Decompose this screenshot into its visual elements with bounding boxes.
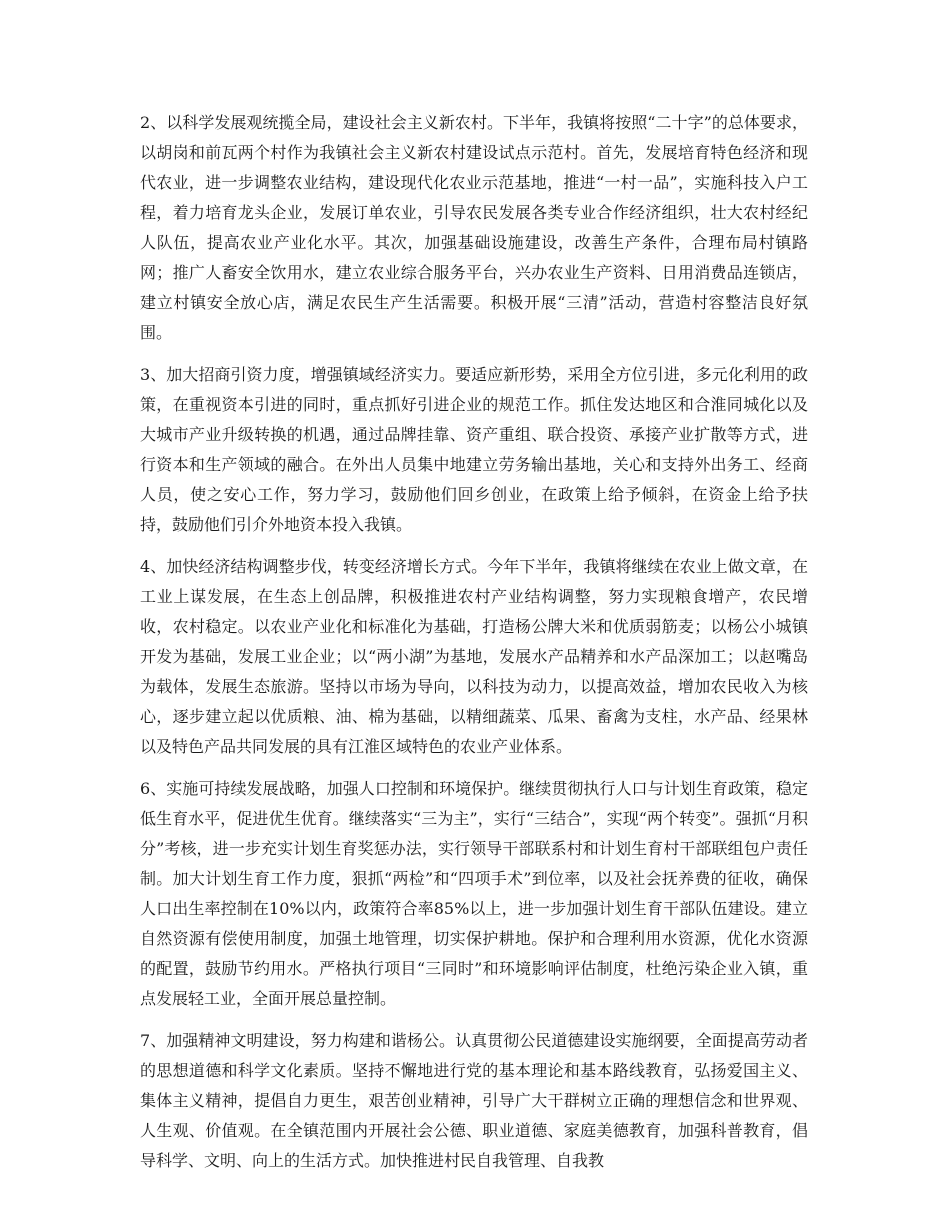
paragraph-2: 2、以科学发展观统揽全局，建设社会主义新农村。下半年，我镇将按照“二十字”的总体要求，以胡岗和前瓦两个村作为我镇社会主义新农村建设试点示范村。首先，发展培育特色经济和现代农业，进一步调整农业结构，建设现代化农业示范基地，推进“一村一品”，实施科技入户工程，着力培育龙头企业，发展订单农业，引导农民发展各类专业合作经济组织，壮大农村经纪人队伍，提高农业产业化水平。其次，加强基础设施建设，改善生产条件，合理布局村镇路网；推广人畜安全饮用水，建立农业综合服务平台，兴办农业生产资料、日用消费品连锁店，建立村镇安全放心店，满足农民生产生活需要。积极开展“三清”活动，营造村容整洁良好氛围。 xyxy=(140,113,808,342)
paragraph-6: 6、实施可持续发展战略，加强人口控制和环境保护。继续贯彻执行人口与计划生育政策，稳定低生育水平，促进优生优育。继续落实“三为主”，实行“三结合”，实现“两个转变”。强抓“月积分”考核，进一步充实计划生育奖惩办法，实行领导干部联系村和计划生育村干部联组包户责任制。加大计划生育工作力度，狠抓“两检”和“四项手术”到位率，以及社会抚养费的征收，确保人口出生率控制在10%以内，政策符合率85%以上，进一步加强计划生育干部队伍建设。建立自然资源有偿使用制度，加强土地管理，切实保护耕地。保护和合理利用水资源，优化水资源的配置，鼓励节约用水。严格执行项目“三同时”和环境影响评估制度，杜绝污染企业入镇，重点发展轻工业，全面开展总量控制。 xyxy=(140,779,808,1008)
document-body xyxy=(140,108,808,1188)
paragraph-7: 7、加强精神文明建设，努力构建和谐杨公。认真贯彻公民道德建设实施纲要，全面提高劳动者的思想道德和科学文化素质。坚持不懈地进行党的基本理论和基本路线教育，弘扬爱国主义、集体主义精神，提倡自力更生，艰苦创业精神，引导广大干群树立正确的理想信念和世界观、人生观、价值观。在全镇范围内开展社会公德、职业道德、家庭美德教育，加强科普教育，倡导科学、文明、向上的生活方式。加快推进村民自我管理、自我教 xyxy=(140,1031,808,1170)
paragraph-3: 3、加大招商引资力度，增强镇域经济实力。要适应新形势，采用全方位引进，多元化利用的政策，在重视资本引进的同时，重点抓好引进企业的规范工作。抓住发达地区和合淮同城化以及大城市产业升级转换的机遇，通过品牌挂靠、资产重组、联合投资、承接产业扩散等方式，进行资本和生产领域的融合。在外出人员集中地建立劳务输出基地，关心和支持外出务工、经商人员，使之安心工作，努力学习，鼓励他们回乡创业，在政策上给予倾斜，在资金上给予扶持，鼓励他们引介外地资本投入我镇。 xyxy=(140,365,808,534)
paragraph-4: 4、加快经济结构调整步伐，转变经济增长方式。今年下半年，我镇将继续在农业上做文章，在工业上谋发展，在生态上创品牌，积极推进农村产业结构调整，努力实现粮食增产，农民增收，农村稳定。以农业产业化和标准化为基础，打造杨公牌大米和优质弱筋麦；以杨公小城镇开发为基础，发展工业企业；以“两小湖”为基地，发展水产品精养和水产品深加工；以赵嘴岛为载体，发展生态旅游。坚持以市场为导向，以科技为动力，以提高效益，增加农民收入为核心，逐步建立起以优质粮、油、棉为基础，以精细蔬菜、瓜果、畜禽为支柱，水产品、经果林以及特色产品共同发展的具有江淮区域特色的农业产业体系。 xyxy=(140,557,808,756)
